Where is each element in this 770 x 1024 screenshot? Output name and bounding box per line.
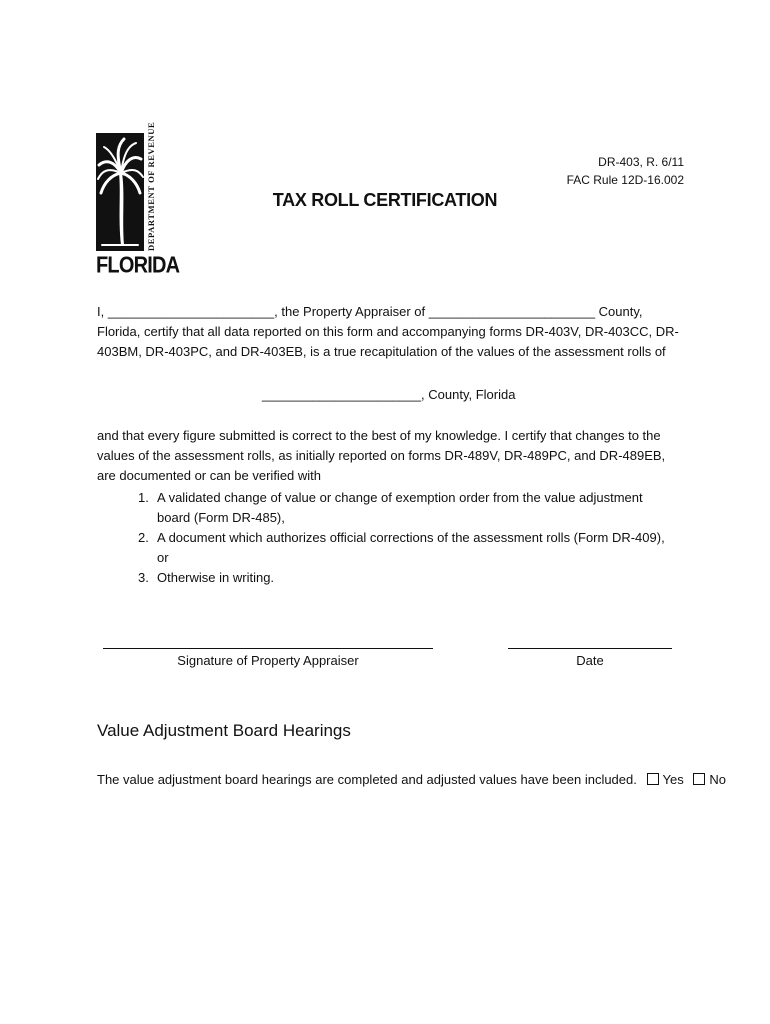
list-item-number: 3. [138, 570, 149, 585]
vab-section-heading: Value Adjustment Board Hearings [97, 721, 351, 740]
vab-statement: The value adjustment board hearings are completed and adjusted values have been included. [97, 772, 637, 787]
date-field[interactable] [508, 648, 672, 649]
certification-paragraph-1: I, _______________________, the Property Appraiser of _______________________ County, Florida, certify that all data reported on this form and accompanying forms DR-403V, DR-403CC, DR-403BM, DR-403PC, and DR-403EB, is a true recapitulation of the values of the assessment rolls of [97, 304, 679, 359]
list-item-number: 2. [138, 530, 149, 545]
vab-statement-row [97, 770, 726, 790]
verification-list [138, 488, 678, 588]
fac-rule: FAC Rule 12D-16.002 [566, 173, 684, 187]
list-item-text: A document which authorizes official corrections of the assessment rolls (Form DR-409), or [157, 530, 665, 565]
county-line: ______________________, County, Florida [262, 387, 516, 402]
logo-state-text: FLORIDA [96, 253, 180, 279]
no-checkbox[interactable] [693, 773, 705, 785]
list-item-text: Otherwise in writing. [157, 570, 275, 585]
list-item-number: 1. [138, 490, 149, 505]
certification-paragraph-2: and that every figure submitted is correct to the best of my knowledge. I certify that changes to the values of the assessment rolls, as initially reported on forms DR-489V, DR-489PC, and DR-489EB, are documented or can be verified with [97, 428, 666, 483]
list-item [138, 528, 678, 568]
no-label: No [709, 772, 726, 787]
list-item [138, 568, 678, 588]
yes-label: Yes [662, 772, 684, 787]
logo-department-text: DEPARTMENT OF REVENUE [146, 121, 156, 251]
yes-checkbox[interactable] [647, 773, 659, 785]
appraiser-signature-field[interactable] [103, 648, 433, 649]
form-identifier [567, 153, 684, 189]
list-item [138, 488, 678, 528]
page-title: TAX ROLL CERTIFICATION [272, 190, 498, 210]
date-label: Date [576, 653, 604, 668]
list-item-text: A validated change of value or change of exemption order from the value adjustment board (Form DR-485), [157, 490, 643, 525]
form-number: DR-403, R. 6/11 [598, 155, 684, 169]
appraiser-signature-label: Signature of Property Appraiser [177, 653, 359, 668]
